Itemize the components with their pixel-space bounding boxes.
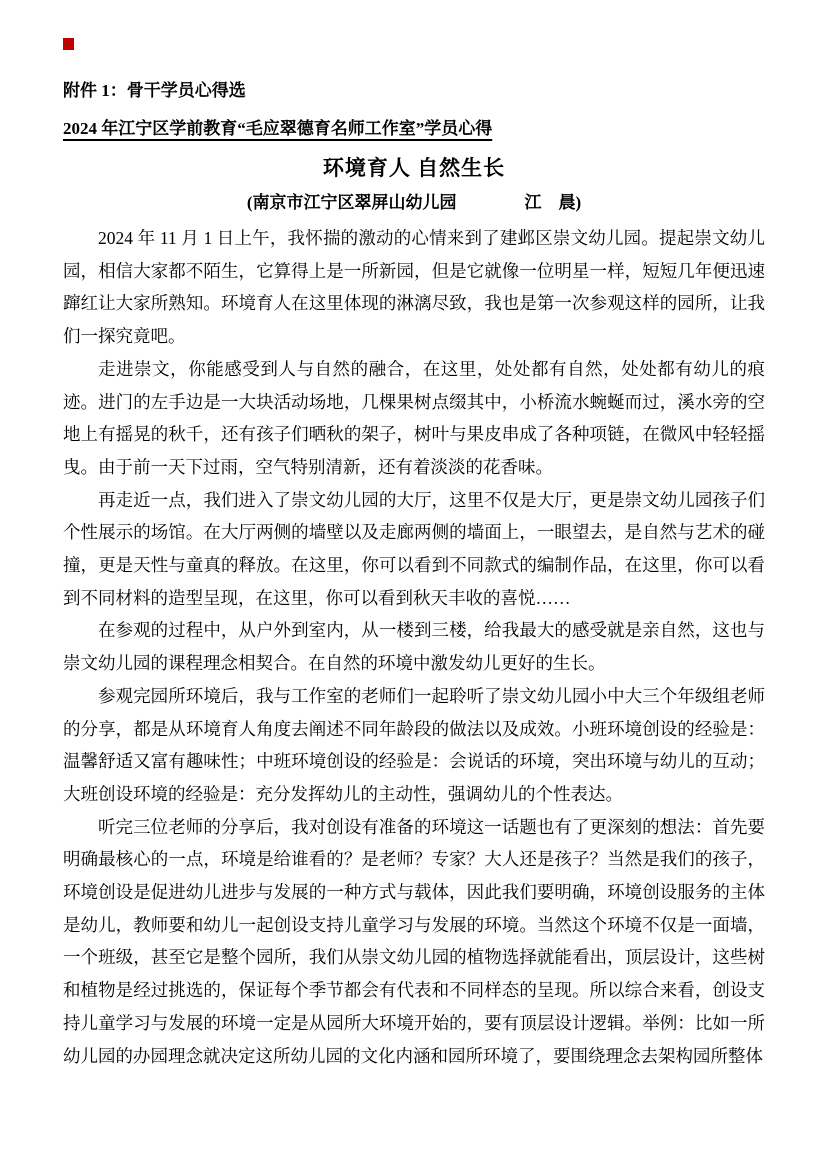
document-byline: (南京市江宁区翠屏山幼儿园 江 晨) [246, 193, 582, 212]
workshop-heading: 2024 年江宁区学前教育“毛应翠德育名师工作室”学员心得 [63, 119, 493, 138]
paragraph-nature-feeling: 在参观的过程中，从户外到室内，从一楼到三楼，给我最大的感受就是亲自然，这也与崇文幼儿园的课程理念相契合。在自然的环境中激发幼儿更好的生长。 [63, 620, 765, 674]
workshop-heading-line [63, 110, 765, 148]
document-body [63, 222, 765, 1072]
paragraph-visit-intro: 2024 年 11 月 1 日上午，我怀揣的激动的心情来到了建邺区崇文幼儿园。提起崇文幼儿园，相信大家都不陌生，它算得上是一所新园，但是它就像一位明星一样，短短几年便迅速蹿红让大家所熟知。环境育人在这里体现的淋漓尽致，我也是第一次参观这样的园所，让我们一探究竟吧。 [63, 228, 765, 347]
paragraph-lobby-display: 再走近一点，我们进入了崇文幼儿园的大厅，这里不仅是大厅，更是崇文幼儿园孩子们个性展示的场馆。在大厅两侧的墙壁以及走廊两侧的墙面上，一眼望去，是自然与艺术的碰撞，更是天性与童真的释放。在这里，你可以看到不同款式的编制作品，在这里，你可以看到不同材料的造型呈现，在这里，你可以看到秋天丰收的喜悦…… [63, 489, 765, 608]
red-square-marker [63, 38, 74, 50]
paragraph-teacher-sharing: 参观完园所环境后，我与工作室的老师们一起聆听了崇文幼儿园小中大三个年级组老师的分享，都是从环境育人角度去阐述不同年龄段的做法以及成效。小班环境创设的经验是：温馨舒适又富有趣味性；中班环境创设的经验是：会说话的环境，突出环境与幼儿的互动；大班创设环境的经验是：充分发挥幼儿的主动性，强调幼儿的个性表达。 [63, 685, 765, 804]
paragraph-reflection: 听完三位老师的分享后，我对创设有准备的环境这一话题也有了更深刻的想法：首先要明确最核心的一点，环境是给谁看的？是老师？专家？大人还是孩子？当然是我们的孩子，环境创设是促进幼儿进步与发展的一种方式与载体，因此我们要明确，环境创设服务的主体是幼儿，教师要和幼儿一起创设支持儿童学习与发展的环境。当然这个环境不仅是一面墙，一个班级，甚至它是整个园所，我们从崇文幼儿园的植物选择就能看出，顶层设计，这些树和植物是经过挑选的，保证每个季节都会有代表和不同样态的呈现。所以综合来看，创设支持儿童学习与发展的环境一定是从园所大环境开始的，要有顶层设计逻辑。举例：比如一所幼儿园的办园理念就决定这所幼儿园的文化内涵和园所环境了，要围绕理念去架构园所整体 [63, 816, 765, 1066]
attachment-heading: 附件 1：骨干学员心得选 [63, 81, 246, 100]
paragraph-outdoor-environment: 走进崇文，你能感受到人与自然的融合，在这里，处处都有自然，处处都有幼儿的痕迹。进门的左手边是一大块活动场地，几棵果树点缀其中，小桥流水蜿蜒而过，溪水旁的空地上有摇晃的秋千，还有孩子们晒秋的架子，树叶与果皮串成了各种项链，在微风中轻轻摇曳。由于前一天下过雨，空气特别清新，还有着淡淡的花香味。 [63, 358, 765, 477]
document-title: 环境育人 自然生长 [322, 156, 506, 180]
